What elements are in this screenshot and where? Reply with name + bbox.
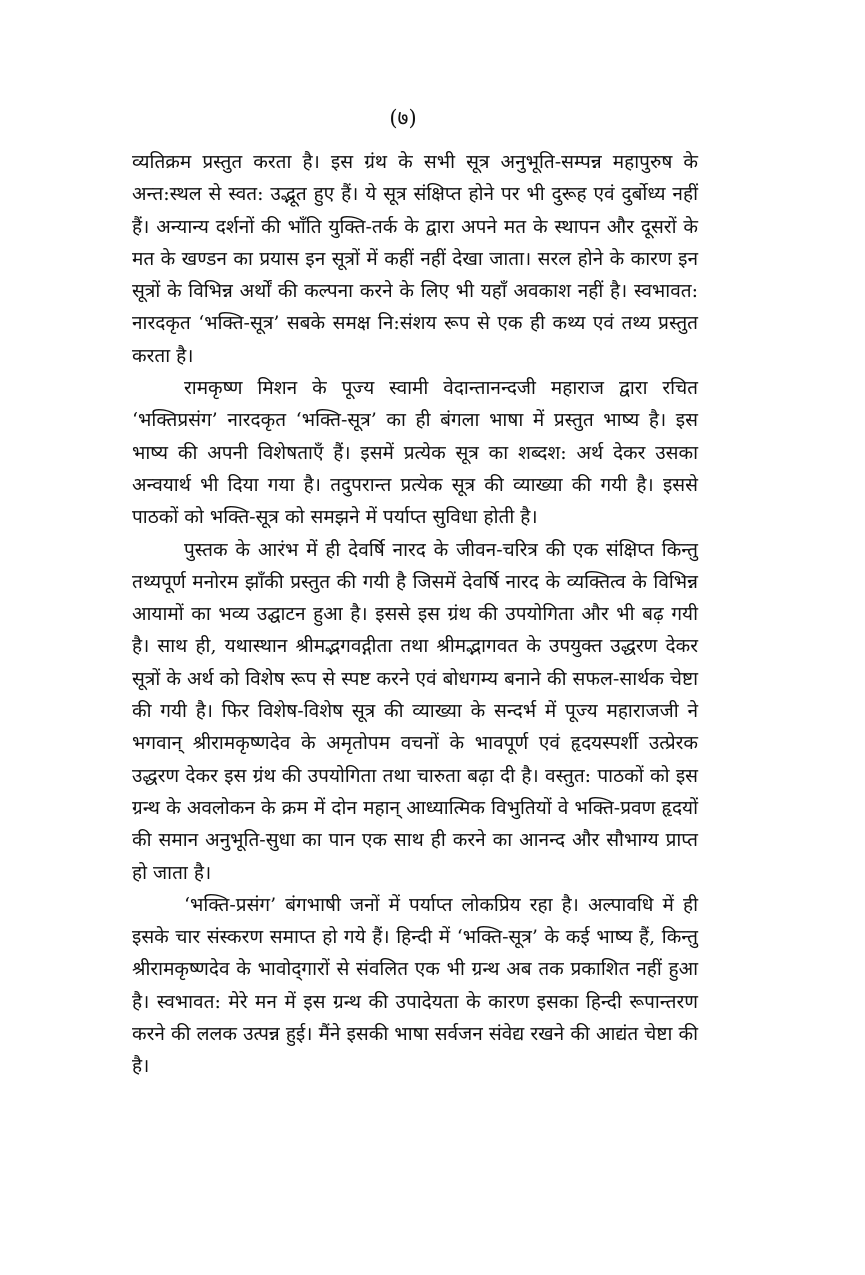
paragraph-4: ‘भक्ति-प्रसंग’ बंगभाषी जनों में पर्याप्त लोकप्रिय रहा है। अल्पावधि में ही इसके चार संस्करण समाप्त हो गये हैं। हिन्दी में ‘भक्ति-सूत्र’ के कई भाष्य हैं, किन्तु श्रीरामकृष्णदेव के भावोद्‌गारों से संवलित एक भी ग्रन्थ अब तक प्रकाशित नहीं हुआ है। स्वभावत: मेरे मन में इस ग्रन्थ की उपादेयता के कारण इसका हिन्दी रूपान्तरण करने की ललक उत्पन्न हुई। मैंने इसकी भाषा सर्वजन संवेद्य रखने की आद्यंत चेष्टा की है। — [132, 893, 698, 1078]
body-text — [132, 146, 698, 1083]
paragraph-3: पुस्तक के आरंभ में ही देवर्षि नारद के जीवन-चरित्र की एक संक्षिप्त किन्तु तथ्यपूर्ण मनोरम झाँकी प्रस्तुत की गयी है जिसमें देवर्षि नारद के व्यक्तित्व के विभिन्न आयामों का भव्य उद्घाटन हुआ है। इससे इस ग्रंथ की उपयोगिता और भी बढ़ गयी है। साथ ही, यथास्थान श्रीमद्भगवद्गीता तथा श्रीमद्भागवत के उपयुक्त उद्धरण देकर सूत्रों के अर्थ को विशेष रूप से स्पष्ट करने एवं बोधगम्य बनाने की सफल-सार्थक चेष्टा की गयी है। फिर विशेष-विशेष सूत्र की व्याख्या के सन्दर्भ में पूज्य महाराजजी ने भगवान् श्रीरामकृष्णदेव के अमृतोपम वचनों के भावपूर्ण एवं हृदयस्पर्शी उत्प्रेरक उद्धरण देकर इस ग्रंथ की उपयोगिता तथा चारुता बढ़ा दी है। वस्तुत: पाठकों को इस ग्रन्थ के अवलोकन के क्रम में दोन महान् आध्यात्मिक विभुतियों वे भक्ति-प्रवण हृदयों की समान अनुभूति-सुधा का पान एक साथ ही करने का आनन्द और सौभाग्य प्राप्त हो जाता है। — [132, 538, 698, 884]
paragraph-2: रामकृष्ण मिशन के पूज्य स्वामी वेदान्तानन्दजी महाराज द्वारा रचित ‘भक्तिप्रसंग’ नारदकृत ‘भक्ति-सूत्र’ का ही बंगला भाषा में प्रस्तुत भाष्य है। इस भाष्य की अपनी विशेषताएँ हैं। इसमें प्रत्येक सूत्र का शब्दश: अर्थ देकर उसका अन्वयार्थ भी दिया गया है। तदुपरान्त प्रत्येक सूत्र की व्याख्या की गयी है। इससे पाठकों को भक्ति-सूत्र को समझने में पर्याप्त सुविधा होती है। — [132, 377, 698, 529]
page-number: (७) — [389, 106, 417, 130]
paragraph-1: व्यतिक्रम प्रस्तुत करता है। इस ग्रंथ के सभी सूत्र अनुभूति-सम्पन्न महापुरुष के अन्त:स्थल से स्वत: उद्भूत हुए हैं। ये सूत्र संक्षिप्त होने पर भी दुरूह एवं दुर्बोध्य नहीं हैं। अन्यान्य दर्शनों की भाँति युक्ति-तर्क के द्वारा अपने मत के स्थापन और दूसरों के मत के खण्डन का प्रयास इन सूत्रों में कहीं नहीं देखा जाता। सरल होने के कारण इन सूत्रों के विभिन्न अर्थों की कल्पना करने के लिए भी यहाँ अवकाश नहीं है। स्वभावत: नारदकृत ‘भक्ति-सूत्र’ सबके समक्ष नि:संशय रूप से एक ही कथ्य एवं तथ्य प्रस्तुत करता है। — [132, 151, 698, 367]
